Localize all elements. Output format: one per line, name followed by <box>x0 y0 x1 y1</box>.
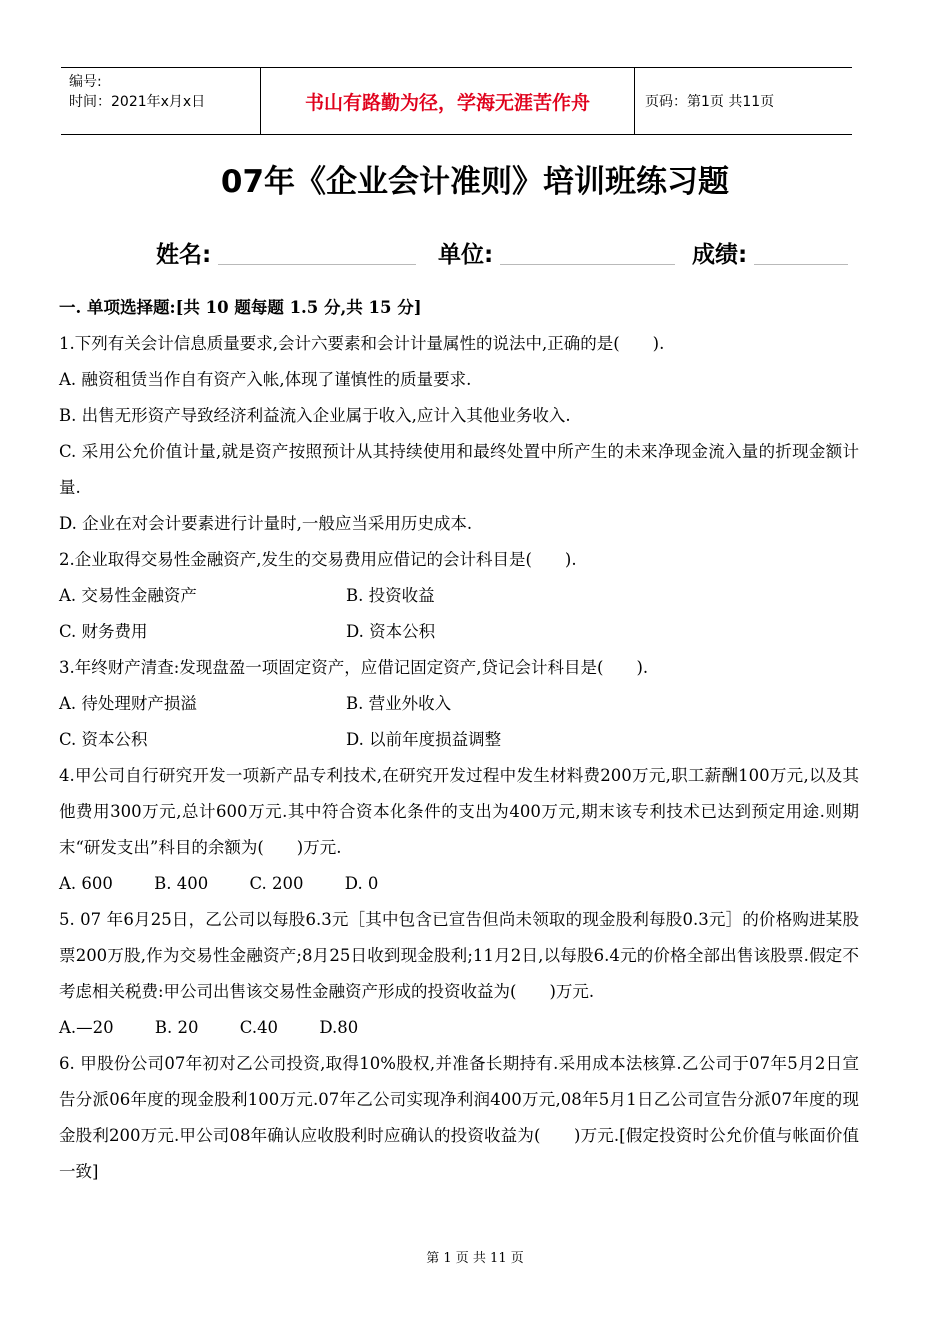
question-2-options-row-1 <box>59 578 859 614</box>
header-time-label: 时间：2021年x月x日 <box>69 94 206 110</box>
question-4-option-a: A. 600 <box>59 874 113 893</box>
exercise-content <box>59 290 859 1190</box>
question-2-option-d: D. 资本公积 <box>346 622 436 641</box>
question-2-option-a: A. 交易性金融资产 <box>59 586 197 605</box>
question-5-option-a: A.—20 <box>59 1018 114 1037</box>
unit-label: 单位: <box>438 242 494 268</box>
question-5-option-c: C.40 <box>239 1018 279 1037</box>
unit-field-line[interactable] <box>500 263 675 265</box>
question-5-option-b: B. 20 <box>154 1018 199 1037</box>
question-4-option-c: C. 200 <box>249 874 304 893</box>
question-5-option-d: D.80 <box>319 1018 359 1037</box>
question-3-stem: 3.年终财产清查:发现盘盈一项固定资产，应借记固定资产,贷记会计科目是( ). <box>59 658 649 677</box>
header-meta <box>61 68 261 134</box>
question-2-option-b: B. 投资收益 <box>346 586 435 605</box>
question-5-stem: 5. 07 年6月25日，乙公司以每股6.3元［其中包含已宣告但尚未领取的现金股利每股0.3元］的价格购进某股票200万股,作为交易性金融资产;8月25日收到现金股利;11月2日,以每股6.4元的价格全部出售该股票.假定不考虑相关税费:甲公司出售该交易性金融资产形成的投资收益为( )万元. <box>59 910 859 1001</box>
name-label: 姓名: <box>156 242 212 268</box>
page-footer: 第 1 页 共 11 页 <box>426 1251 524 1266</box>
header-page-label: 页码：第1页 共11页 <box>645 94 775 110</box>
question-3-option-d: D. 以前年度损益调整 <box>346 730 502 749</box>
question-2-options-row-2 <box>59 614 859 650</box>
score-label: 成绩: <box>692 242 748 268</box>
question-4-options <box>59 866 859 902</box>
question-1-option-a: A. 融资租赁当作自有资产入帐,体现了谨慎性的质量要求. <box>59 370 472 389</box>
question-3-options-row-2 <box>59 722 859 758</box>
question-4-option-d: D. 0 <box>344 874 379 893</box>
question-4-option-b: B. 400 <box>154 874 209 893</box>
name-field-line[interactable] <box>218 263 416 265</box>
question-5-options <box>59 1010 859 1046</box>
student-info-fields <box>0 236 950 276</box>
question-1-option-b: B. 出售无形资产导致经济利益流入企业属于收入,应计入其他业务收入. <box>59 406 571 425</box>
header-number-label: 编号: <box>69 74 102 90</box>
score-field-line[interactable] <box>754 263 848 265</box>
question-1-stem: 1.下列有关会计信息质量要求,会计六要素和会计计量属性的说法中,正确的是( ). <box>59 334 665 353</box>
question-2-stem: 2.企业取得交易性金融资产,发生的交易费用应借记的会计科目是( ). <box>59 550 577 569</box>
section-heading: 一. 单项选择题:[共 10 题每题 1.5 分,共 15 分] <box>59 298 422 317</box>
question-3-options-row-1 <box>59 686 859 722</box>
question-3-option-b: B. 营业外收入 <box>346 694 452 713</box>
question-1-option-d: D. 企业在对会计要素进行计量时,一般应当采用历史成本. <box>59 514 473 533</box>
question-1-option-c: C. 采用公允价值计量,就是资产按照预计从其持续使用和最终处置中所产生的未来净现金流入量的折现金额计量. <box>59 442 859 497</box>
document-header <box>61 67 852 135</box>
question-3-option-a: A. 待处理财产损溢 <box>59 694 197 713</box>
question-4-stem: 4.甲公司自行研究开发一项新产品专利技术,在研究开发过程中发生材料费200万元,职工薪酬100万元,以及其他费用300万元,总计600万元.其中符合资本化条件的支出为400万元,期末该专利技术已达到预定用途.则期末“研发支出”科目的余额为( )万元. <box>59 766 859 857</box>
question-2-option-c: C. 财务费用 <box>59 622 148 641</box>
document-title: 07年《企业会计准则》培训班练习题 <box>220 164 730 200</box>
header-motto: 书山有路勤为径，学海无涯苦作舟 <box>261 68 635 134</box>
question-3-option-c: C. 资本公积 <box>59 730 148 749</box>
question-6-stem: 6. 甲股份公司07年初对乙公司投资,取得10%股权,并准备长期持有.采用成本法核算.乙公司于07年5月2日宣告分派06年度的现金股利100万元.07年乙公司实现净利润400万元,08年5月1日乙公司宣告分派07年度的现金股利200万元.甲公司08年确认应收股利时应确认的投资收益为( )万元.[假定投资时公允价值与帐面价值一致] <box>59 1054 859 1181</box>
